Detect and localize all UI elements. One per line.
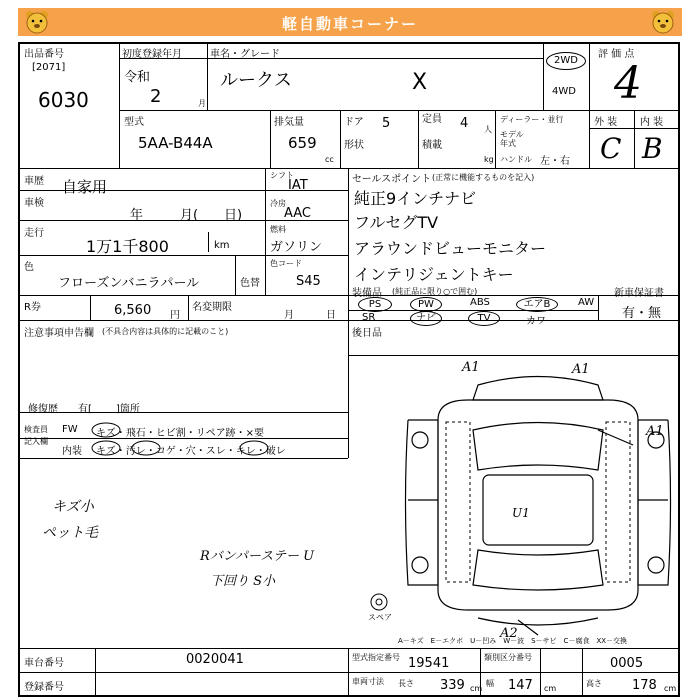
fuel-label: 燃料 [270,225,286,234]
equip-tv: TV [468,311,500,326]
dealer-label: ディーラー・並行 [500,115,564,124]
equip-pw: PW [410,297,442,312]
damage-mark: U1 [512,506,530,520]
doors-label: ドア [344,117,364,128]
lot-label: 出品番号 [24,49,64,60]
shape-label: 形状 [344,140,364,151]
model-name: ルークス [220,70,292,91]
body-outline [438,400,638,610]
inspection-label: 車検 [24,198,44,209]
displacement-label: 排気量 [274,117,304,128]
registration-year: 2 [150,86,162,107]
right-side [638,420,671,585]
interior-label: 内 装 [640,117,664,128]
height-unit: cm [664,684,677,693]
model-designation-value: 19541 [408,656,450,671]
width-value: 147 [508,678,533,693]
handwritten-note: ペット毛 [42,525,98,541]
rear-bumper-shape [478,618,598,625]
color-code-value: S45 [296,274,321,289]
height-label: 高さ [586,679,602,688]
interior-check-label: 内装 [62,446,82,457]
windshield [473,423,603,471]
capacity-value: 4 [460,116,469,131]
inspector-circles [90,418,350,462]
type-label: 型式 [124,117,144,128]
length-value: 339 [440,678,465,693]
height-value: 178 [632,678,657,693]
grade: X [412,70,428,95]
plate-label: 登録番号 [24,682,64,693]
type-value: 5AA-B44A [138,134,213,152]
shift-value: IAT [288,178,308,193]
handwritten-note: キズ小 [52,499,94,515]
load-unit: kg [484,155,494,164]
usage-value: 自家用 [62,178,108,196]
notes-label: 注意事項申告欄 [24,328,94,339]
name-change-label: 名変期限 [192,302,232,313]
equip-ps: PS [358,297,392,312]
score-label: 評 価 点 [598,49,635,60]
equip-airbag: エアB [516,297,558,312]
mileage-value: 1万1千800 [86,237,169,256]
interior-check-items: キズ・汚レ・コゲ・穴・スレ・キレ・破レ [96,446,286,457]
score-overall: 4 [614,58,642,109]
inspection-day-unit: 日) [224,208,243,223]
name-change-day: 日 [326,310,336,321]
handwritten-note: Rバンパーステー U [200,549,315,564]
handle-options: 左・右 [540,156,570,167]
damage-mark: A1 [572,362,590,377]
color-label: 色 [24,262,34,273]
vehicle-diagram [398,360,680,645]
equipment-sub: (純正品に限り○で囲む) [392,287,478,296]
capacity-label: 定員 [422,114,442,125]
warranty-value: 有・無 [622,306,662,321]
left-side [406,420,439,585]
chassis-label: 車台番号 [24,658,64,669]
category-label: 類別区分番号 [484,653,532,662]
bear-logo-icon [650,9,676,35]
color-value: フローズンバニラパール [58,276,200,291]
rear-window [473,550,603,590]
lot-code: [2071] [32,62,66,73]
header-bar [18,8,682,36]
damage-mark: A1 [646,424,664,439]
inspection-year-unit: 年 [130,208,144,223]
displacement-unit: cc [325,155,334,164]
recycle-unit: 円 [170,310,180,321]
chassis-value: 0020041 [186,652,244,667]
interior-score: B [642,132,663,165]
name-change-month: 月 [284,310,294,321]
warranty-label: 新車保証書 [614,288,664,299]
sales-point-item: 純正9インチナビ [354,189,477,208]
equip-leather: カワ [526,316,546,327]
rear-seat-label: 後日品 [352,328,382,339]
capacity-unit: 人 [484,125,492,134]
repair-label: 修復歴 [28,404,58,415]
sales-point-item: インテリジェントキー [354,265,514,284]
registration-label: 初度登録年月 [122,49,182,60]
repair-value: 有[ [78,404,92,415]
equip-sr: SR [362,312,376,323]
width-unit: cm [544,684,557,693]
color-code-label: 色コード [270,259,302,268]
equip-navi: ナビ [410,311,442,326]
mileage-label: 走行 [24,228,44,239]
sales-point-item: フルセグTV [354,213,439,232]
lot-number: 6030 [38,88,89,112]
equipment-label: 装備品 [352,288,382,299]
model-designation-label: 型式指定番号 [352,653,400,662]
category-value: 0005 [610,656,644,671]
registration-month-unit: 月 [198,99,206,108]
sales-points-label: セールスポイント [352,174,432,185]
doors-value: 5 [382,116,391,131]
displacement-value: 659 [288,134,317,152]
recycle-value: 6,560 [114,303,152,318]
drive-4wd: 4WD [552,86,576,97]
width-label: 幅 [486,679,494,688]
sales-points-sub: (正常に機能するものを記入) [432,173,535,182]
bear-logo-icon [24,9,50,35]
mileage-unit: km [214,240,230,251]
handle-label: ハンドル [500,155,532,164]
roof [483,475,593,545]
fw-items: キズ・飛石・ヒビ割・リペア跡・×要 [96,428,264,439]
header-title: 軽自動車コーナー [281,15,418,33]
inspector-label: 検査員 [24,425,48,434]
usage-label: 車歴 [24,176,44,187]
inspector-sub: 記入欄 [24,437,48,446]
registration-era: 令和 [124,70,151,85]
exterior-score: C [600,132,622,165]
name-label: 車名・グレード [210,49,280,60]
recycle-label: R券 [24,302,41,313]
dims-label: 車両寸法 [352,677,384,686]
color-change-label: 色替 [240,278,260,289]
ac-label: 冷房 [270,199,286,208]
repair-suffix: ]箇所 [116,404,140,415]
handwritten-note: 下回り S小 [210,574,276,589]
notes-sub: (不具合内容は具体的に記載のこと) [102,327,229,336]
front-bumper-shape [473,377,603,401]
shift-label: シフト [270,171,294,180]
spare-label: スペア [368,613,392,622]
fuel-value: ガソリン [270,240,323,255]
load-label: 積載 [422,140,442,151]
exterior-label: 外 装 [594,117,618,128]
damage-mark: A2 [500,626,518,641]
damage-legend: A－キズ E－エクボ U－凹み W－波 S－サビ C－腐食 XX－交換 [398,637,628,645]
fw-label: FW [62,424,78,435]
equip-abs: ABS [470,297,490,308]
length-unit: cm [470,684,483,693]
equip-aw: AW [578,297,595,308]
damage-mark: A1 [462,360,480,375]
drive-2wd: 2WD [546,52,586,70]
sales-point-item: アラウンドビューモニター [354,239,547,258]
inspection-month-unit: 月( [180,208,199,223]
ac-value: AAC [284,206,311,221]
length-label: 長さ [398,679,414,688]
model-year-label: モデル 年式 [500,130,524,148]
